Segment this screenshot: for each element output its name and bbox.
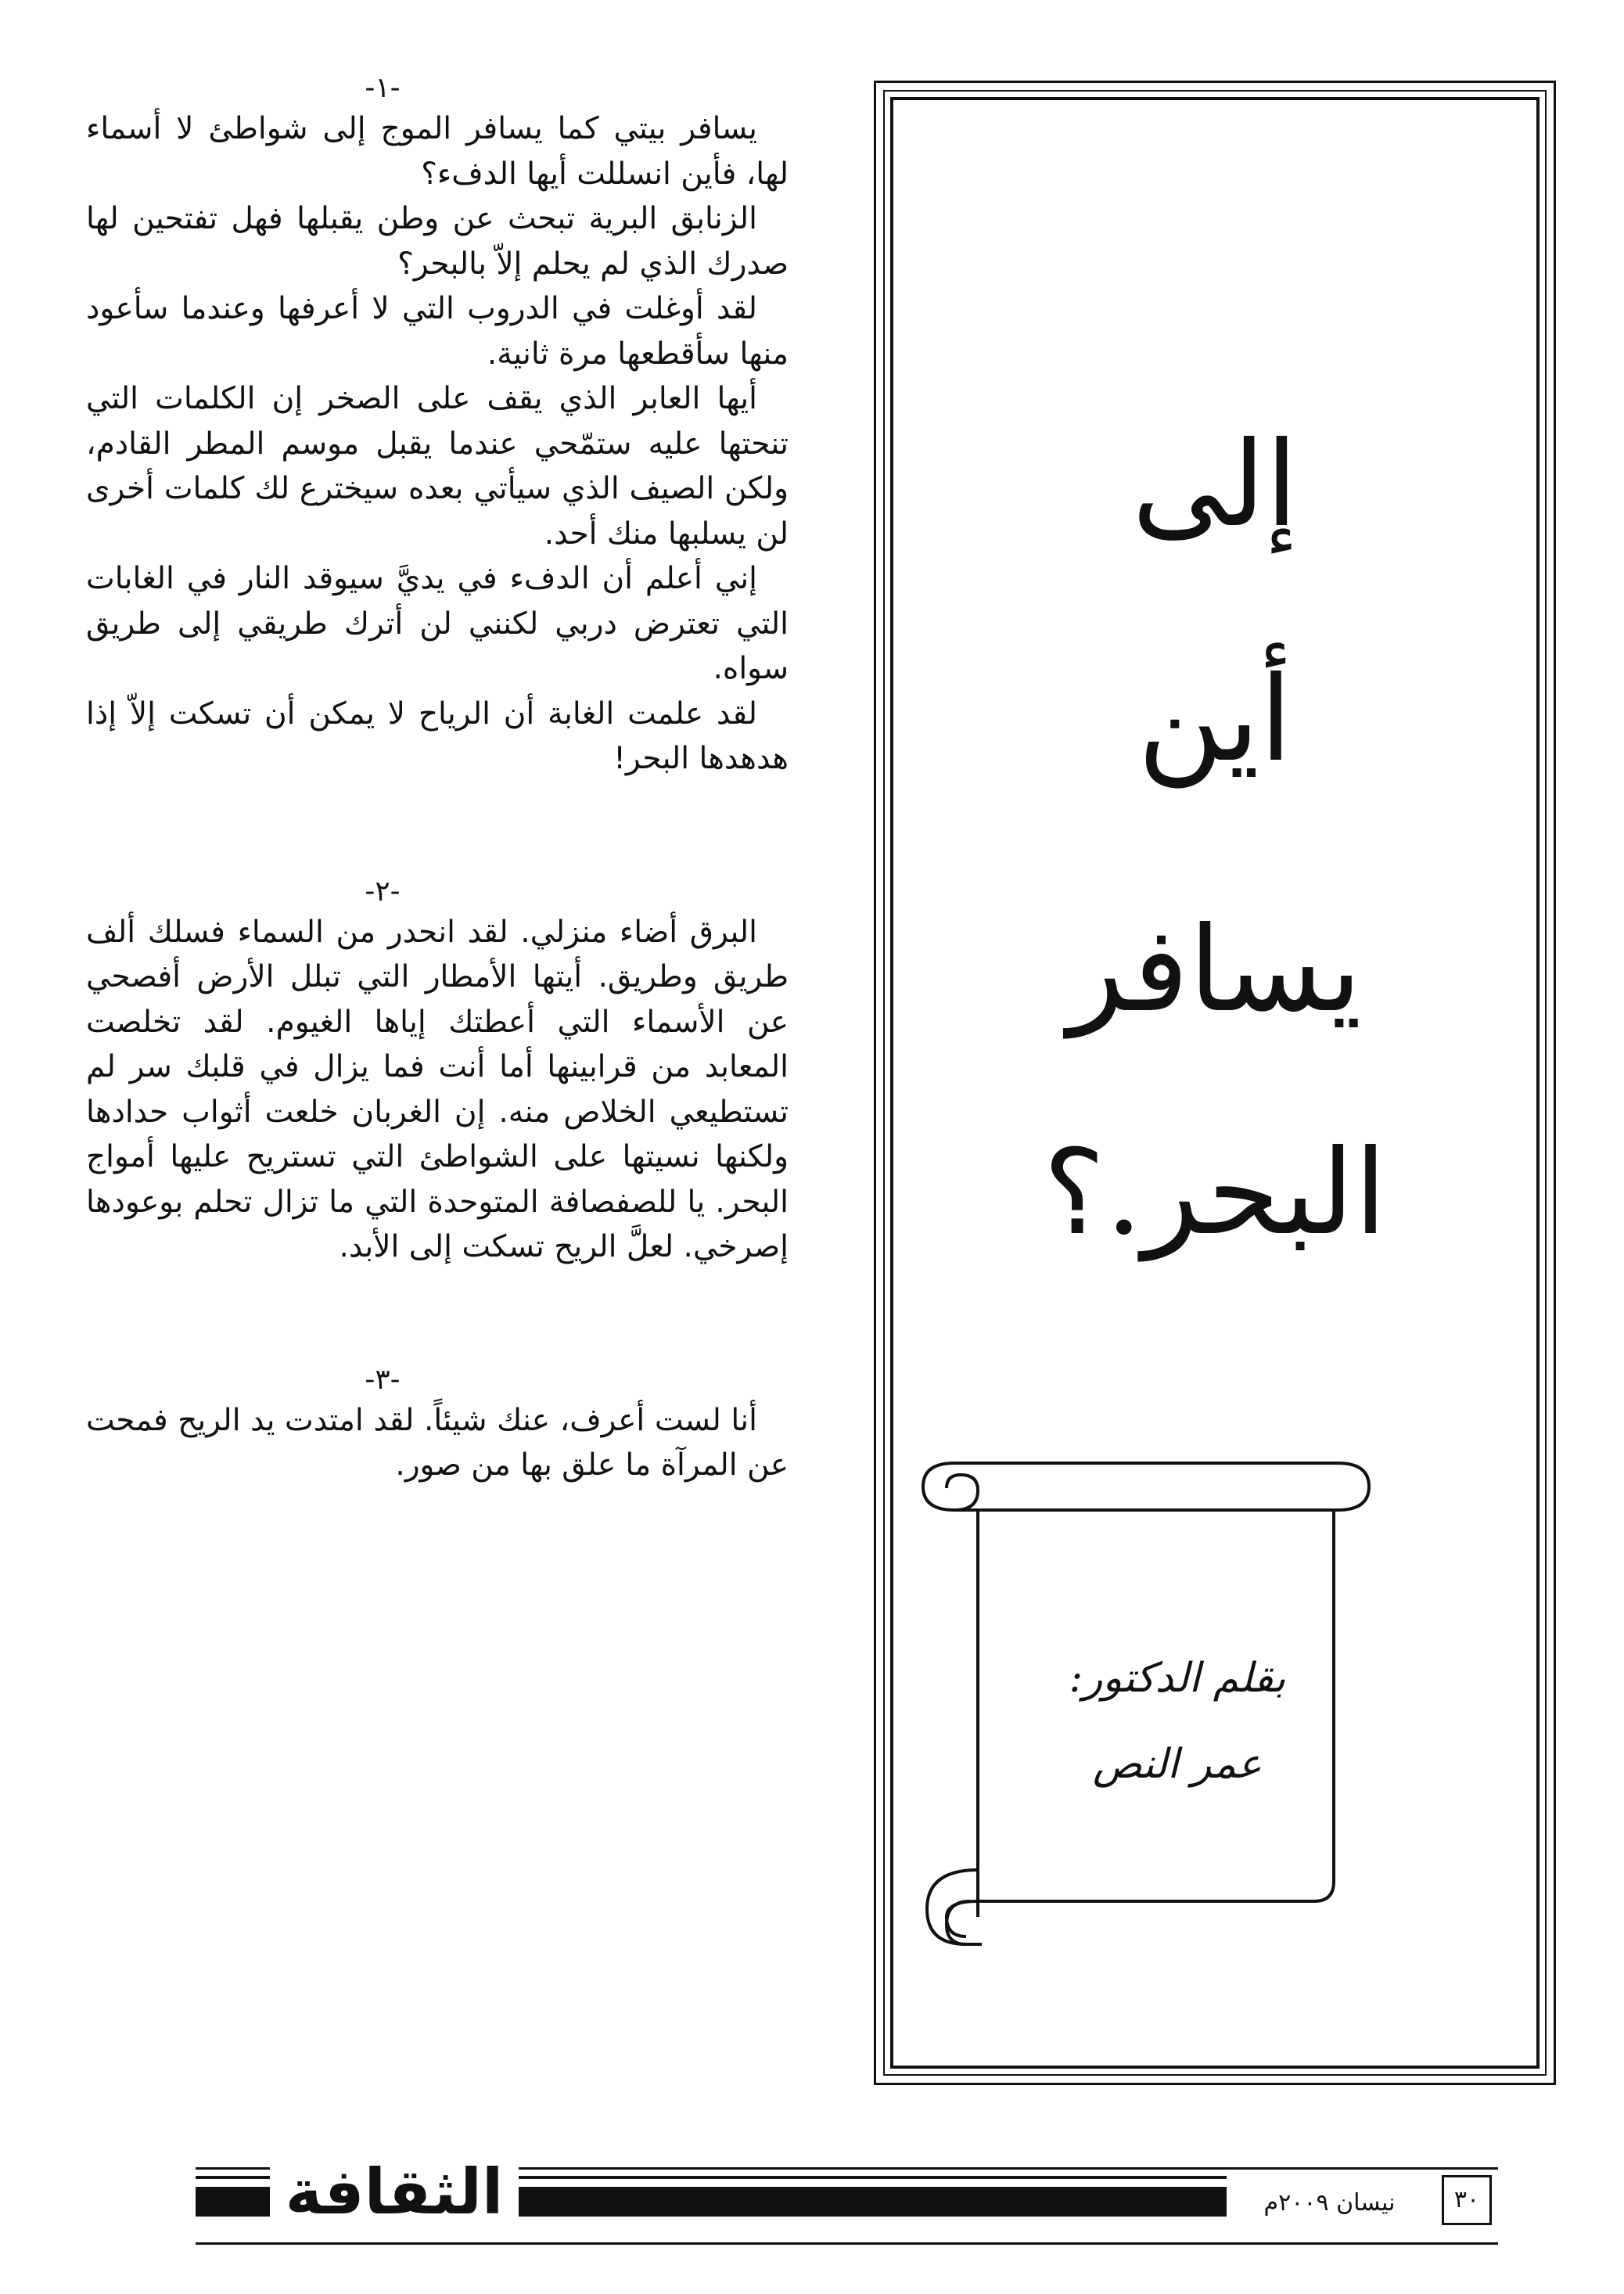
author-name: عمر النص	[1093, 1741, 1262, 1788]
section-number-3: -٣-	[365, 1363, 401, 1396]
paragraph: البرق أضاء منزلي. لقد انحدر من السماء فسلك ألف طريق وطريق. أيتها الأمطار التي تبلل الأرض أفصحي عن الأسماء التي أعطتك إياها الغيوم. لقد تخلصت المعابد من قرابينها أما أنت فما يزال في قلبك سر لم تستطيعي الخلاص منه. إن الغربان خلعت أثواب حدادها ولكنها نسيتها على الشواطئ التي تستريح عليها أمواج البحر. يا للصفصافة المتوحدة التي ما تزال تحلم بوعودها إصرخي. لعلَّ الريح تسكت إلى الأبد.	[86, 914, 789, 1264]
footer-stripe	[196, 2176, 270, 2179]
magazine-logo: الثقافة	[270, 2153, 519, 2231]
paragraph: لقد علمت الغابة أن الرياح لا يمكن أن تسكت إلاّ إذا هدهدها البحر!	[86, 696, 789, 776]
section-number-1: -١-	[365, 72, 401, 104]
title-word-4: البحر.؟	[1043, 1125, 1387, 1261]
title-word-3: يسافر	[1068, 902, 1362, 1038]
footer-rule-bottom	[196, 2242, 1498, 2245]
title-word-2: أين	[1137, 652, 1292, 788]
author-byline: بقلم الدكتور:	[1069, 1655, 1286, 1702]
title-word-1: إلى	[1131, 417, 1299, 553]
paragraph: لقد أوغلت في الدروب التي لا أعرفها وعندما سأعود منها سأقطعها مرة ثانية.	[86, 291, 789, 372]
article-text-column	[86, 70, 789, 1488]
issue-date: نيسان ٢٠٠٩م	[1263, 2189, 1396, 2217]
footer-bar-left	[196, 2187, 270, 2217]
footer-stripe	[519, 2176, 1227, 2179]
paragraph: الزنابق البرية تبحث عن وطن يقبلها فهل تفتحين لها صدرك الذي لم يحلم إلاّ بالبحر؟	[86, 201, 789, 282]
footer-bar-middle	[519, 2187, 1227, 2217]
paragraph: يسافر بيتي كما يسافر الموج إلى شواطئ لا أسماء لها، فأين انسللت أيها الدفء؟	[86, 111, 789, 192]
page-number: ٣٠	[1442, 2175, 1492, 2225]
paragraph: إني أعلم أن الدفء في يديَّ سيوقد النار في الغابات التي تعترض دربي لكنني لن أترك طريقي إلى طريق سواه.	[86, 561, 789, 686]
paragraph: أنا لست أعرف، عنك شيئاً. لقد امتدت يد الريح فمحت عن المرآة ما علق بها من صور.	[86, 1402, 789, 1483]
section-number-2: -٢-	[365, 875, 401, 908]
paragraph: أيها العابر الذي يقف على الصخر إن الكلمات التي تنحتها عليه ستمّحي عندما يقبل موسم المطر القادم، ولكن الصيف الذي سيأتي بعده سيخترع لك كلمات أخرى لن يسلبها منك أحد.	[86, 381, 789, 552]
scroll-ornament-icon	[868, 1432, 1416, 1979]
